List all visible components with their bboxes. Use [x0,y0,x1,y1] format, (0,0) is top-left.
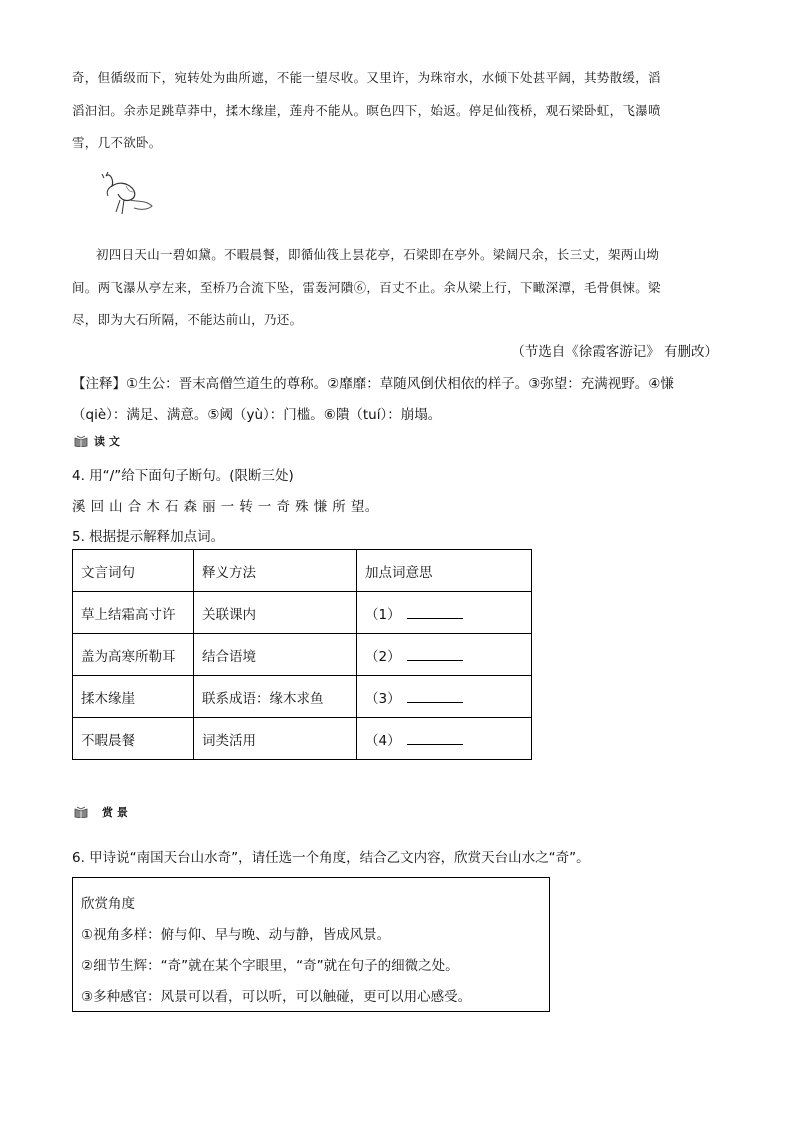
table-cell-answer [357,592,532,634]
notes-line2: （qiè）：满足、满意。⑤阈（yù）：门槛。⑥隤（tuí）：崩塌。 [72,407,442,423]
table-cell: 结合语境 [194,634,357,676]
table-cell-answer [357,634,532,676]
answer-blank[interactable] [407,690,463,703]
passage1-line2: 滔汩汩。余赤足跳草莽中，揉木缘崖，莲舟不能从。暝色四下，始返。停足仙筏桥，观石梁卧虹，飞瀑喷 [72,103,661,118]
table-cell: 联系成语：缘木求鱼 [194,676,357,718]
table-cell: 词类活用 [194,718,357,760]
passage2-line1: 初四日天山一碧如黛。不暇晨餐，即循仙筏上昙花亭，石梁即在亭外。梁阔尺余，长三丈，架两山坳 [96,247,660,262]
answer-label: （4） [365,732,401,749]
section-appreciate [74,804,128,820]
passage1-line3: 雪，几不欲卧。 [72,135,162,150]
box-title: 欣赏角度 [81,896,135,912]
book-icon [74,806,88,818]
answer-blank[interactable] [407,732,463,745]
table-row [73,718,532,760]
table-cell: 盖为高寒所勒耳 [73,634,194,676]
angle-item: ②细节生辉：“奇”就在某个字眼里，“奇”就在句子的细微之处。 [81,958,459,974]
answer-blank[interactable] [407,606,463,619]
angle-item: ③多种感官：风景可以看，可以听，可以触碰，更可以用心感受。 [81,989,472,1005]
passage2-line2: 间。两飞瀑从亭左来，至桥乃合流下坠，雷轰河隤⑥，百丈不止。余从梁上行，下瞰深潭，毛骨俱悚。梁 [72,280,661,295]
table-header-row [73,550,532,592]
q5-prompt: 5. 根据提示解释加点词。 [72,529,225,545]
q4-sentence: 溪 回 山 合 木 石 森 丽 一 转 一 奇 殊 慊 所 望。 [72,499,379,515]
table-cell-answer [357,676,532,718]
book-icon [74,435,88,447]
answer-label: （3） [365,690,401,707]
appreciation-angles-box [72,877,550,1012]
table-cell: 关联课内 [194,592,357,634]
passage1-line1: 奇，但循级而下，宛转处为曲所遮，不能一望尽收。又里许，为珠帘水，水倾下处甚平阔，其势散缓，滔 [72,70,661,85]
answer-label: （2） [365,648,401,665]
table-header-cell: 释义方法 [194,550,357,592]
q5-table [72,549,532,760]
table-cell: 揉木缘崖 [73,676,194,718]
table-row [73,634,532,676]
table-cell: 不暇晨餐 [73,718,194,760]
table-header-cell: 加点词意思 [357,550,532,592]
section-read [74,433,120,449]
notes-line1: 【注释】①生公：晋末高僧竺道生的尊称。②靡靡：草随风倒伏相依的样子。③弥望：充满视野。④慊 [72,376,674,392]
q4-prompt: 4. 用“/”给下面句子断句。(限断三处) [72,468,294,484]
table-cell-answer [357,718,532,760]
angle-item: ①视角多样：俯与仰、早与晚、动与静，皆成风景。 [81,927,391,943]
answer-label: （1） [365,606,401,623]
answer-blank[interactable] [407,648,463,661]
table-cell: 草上结霜高寸许 [73,592,194,634]
crane-illustration [100,170,160,218]
passage2-line3: 尽，即为大石所隔，不能达前山，乃还。 [72,312,303,327]
section-read-label: 读 文 [94,435,120,448]
q6-prompt: 6. 甲诗说“南国天台山水奇”，请任选一个角度，结合乙文内容，欣赏天台山水之“奇”。 [72,850,590,866]
table-header-cell: 文言词句 [73,550,194,592]
section-appreciate-label: 赏 景 [102,806,128,819]
table-row [73,676,532,718]
table-row [73,592,532,634]
source-citation: （节选自《徐霞客游记》 有删改） [511,344,718,360]
